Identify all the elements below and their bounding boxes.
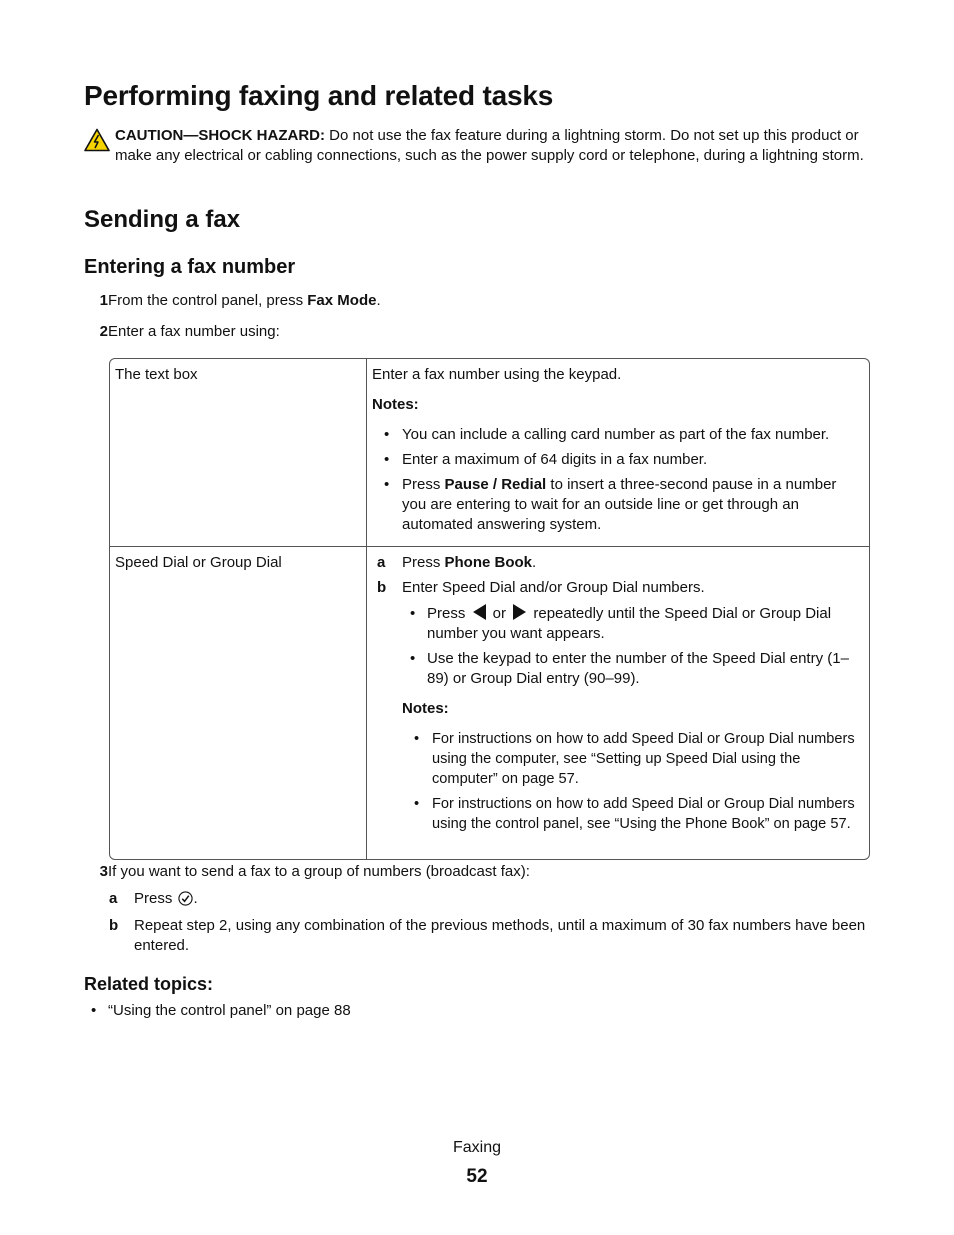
- item-letter: a: [377, 554, 386, 571]
- pause-redial-label: Pause / Redial: [444, 476, 547, 493]
- substep-text-end: .: [193, 890, 198, 907]
- check-circle-icon: [178, 891, 193, 906]
- step-2: [84, 322, 280, 342]
- step-number: 2: [99, 323, 108, 340]
- list-item: [372, 553, 864, 573]
- substep-a: [109, 889, 869, 909]
- desc-text: Enter a fax number using the keypad.: [372, 366, 622, 383]
- list-item: • For instructions on how to add Speed Dial or Group Dial numbers using the control panel, see “Using the Phone Book” on page 57.: [402, 794, 864, 834]
- fax-entry-methods-table: [109, 358, 870, 860]
- substep-letter: a: [109, 890, 118, 907]
- table-row: [110, 547, 869, 859]
- method-description: [367, 547, 869, 859]
- item-text: Press: [402, 554, 445, 571]
- notes-label: Notes:: [402, 700, 449, 717]
- list-item: • Enter a maximum of 64 digits in a fax number.: [372, 450, 864, 470]
- list-item: [372, 475, 864, 535]
- list-item: • For instructions on how to add Speed Dial or Group Dial numbers using the computer, see “Setting up Speed Dial using the computer” on page 57.: [402, 729, 864, 789]
- step-text: From the control panel, press: [108, 292, 308, 309]
- substep-b: [109, 916, 869, 956]
- bullet-text-end: repeatedly until the Speed Dial or Group Dial number you want appears.: [427, 605, 832, 642]
- note-text-end: to insert a three-second pause in a number you are entering to wait for an outside line or get through an automated answering system.: [402, 476, 837, 533]
- right-arrow-icon: [513, 604, 526, 620]
- section-title: Sending a fax: [84, 206, 241, 233]
- method-label: Speed Dial or Group Dial: [110, 547, 367, 859]
- related-link[interactable]: [84, 1001, 351, 1021]
- item-letter: b: [377, 579, 387, 596]
- related-link-text[interactable]: “Using the control panel” on page 88: [108, 1002, 351, 1019]
- method-label: The text box: [110, 359, 367, 547]
- page-title: Performing faxing and related tasks: [84, 80, 554, 111]
- notes-label: Notes:: [372, 396, 419, 413]
- page-number: 52: [466, 1166, 488, 1187]
- step-number: 1: [99, 292, 108, 309]
- bullet-text: Press: [427, 605, 470, 622]
- warning-triangle-icon: [84, 128, 110, 152]
- caution-note: [84, 126, 874, 166]
- substep-letter: b: [109, 917, 119, 934]
- list-item: • Use the keypad to enter the number of the Speed Dial entry (1–89) or Group Dial entry (90–99).: [402, 649, 864, 689]
- list-item: [372, 578, 864, 689]
- fax-mode-label: Fax Mode: [307, 292, 377, 309]
- left-arrow-icon: [473, 604, 486, 620]
- list-item: • You can include a calling card number as part of the fax number.: [372, 425, 864, 445]
- notes-list: [372, 425, 864, 535]
- step-text-end: .: [376, 292, 381, 309]
- step-text: Enter a fax number using:: [108, 323, 280, 340]
- notes-list: [402, 729, 864, 834]
- item-text: Enter Speed Dial and/or Group Dial numbers.: [402, 579, 705, 596]
- note-text: Press: [402, 476, 445, 493]
- substep-list: [372, 553, 864, 689]
- list-item: [402, 604, 864, 644]
- step-number: 3: [99, 863, 108, 880]
- caution-label: CAUTION—SHOCK HAZARD:: [115, 127, 325, 144]
- related-topics-title: Related topics:: [84, 974, 214, 994]
- phone-book-label: Phone Book: [444, 554, 533, 571]
- sub-bullets: [402, 604, 864, 689]
- footer-section: Faxing: [452, 1139, 502, 1156]
- step-1: [84, 291, 381, 311]
- item-text-end: .: [532, 554, 537, 571]
- table-row: [110, 359, 869, 547]
- substep-text: Press: [134, 890, 177, 907]
- step-text: If you want to send a fax to a group of numbers (broadcast fax):: [108, 863, 530, 880]
- subsection-title: Entering a fax number: [84, 256, 296, 278]
- substep-text: Repeat step 2, using any combination of the previous methods, until a maximum of 30 fax numbers have been entered.: [134, 917, 866, 954]
- bullet-text-mid: or: [488, 605, 511, 622]
- method-description: [367, 359, 869, 547]
- step-3: [84, 862, 530, 882]
- caution-text: Do not use the fax feature during a lightning storm. Do not set up this product or make any electrical or cabling connections, such as the power supply cord or telephone, during a lightning storm.: [115, 127, 864, 164]
